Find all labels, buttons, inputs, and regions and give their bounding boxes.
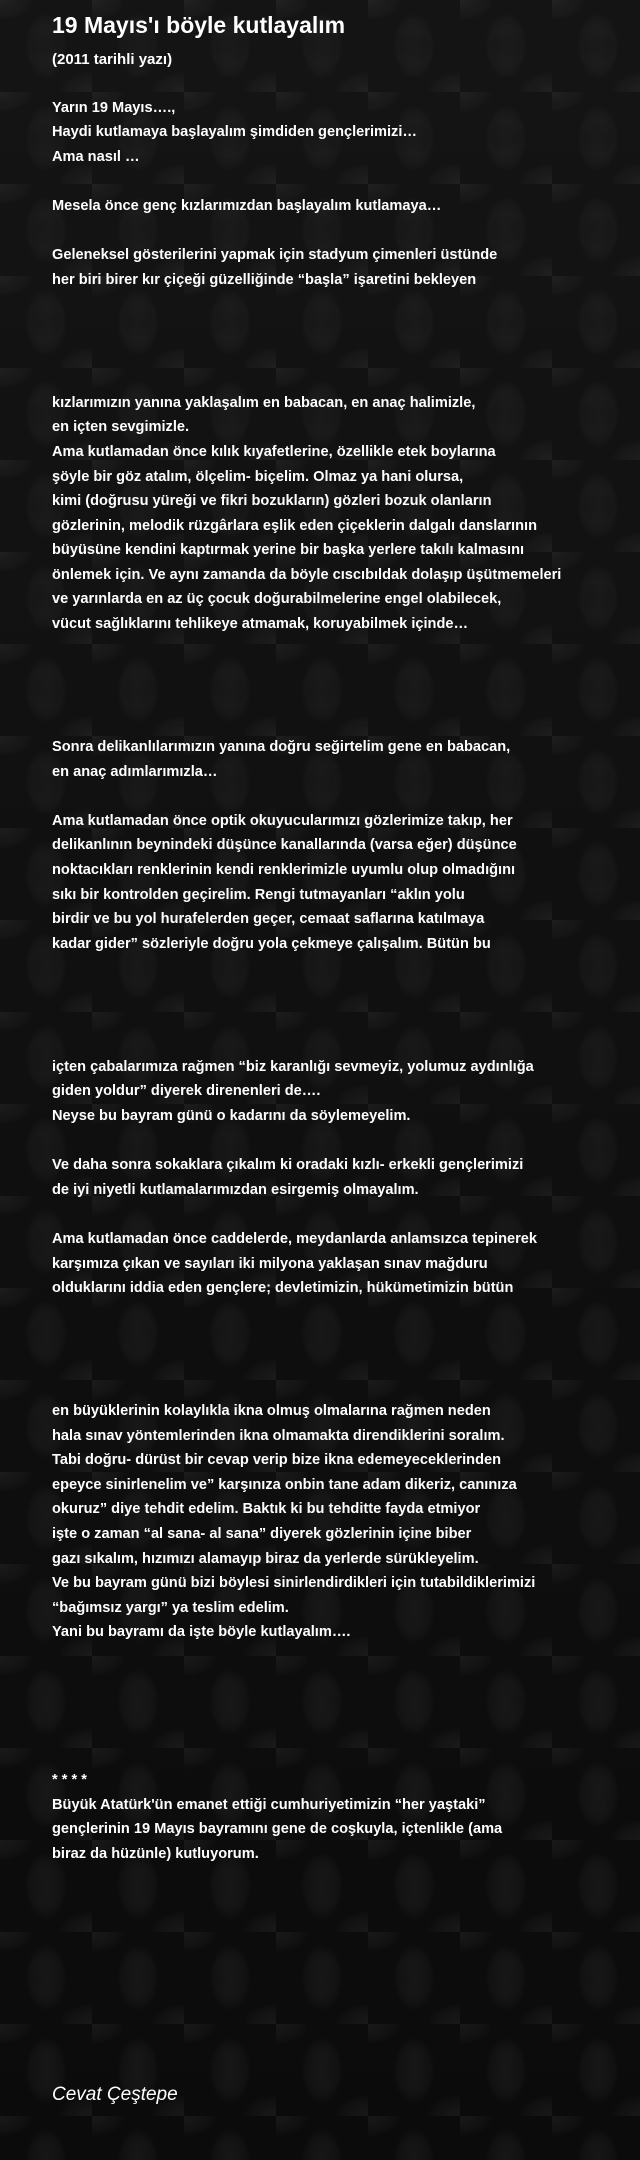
poem-stanza-break — [52, 1350, 622, 1375]
poem-stanza-break — [52, 292, 622, 317]
poem-line: işte o zaman “al sana- al sana” diyerek gözlerinin içine biber — [52, 1526, 472, 1543]
poem-line: ve yarınlarda en az üç çocuk doğurabilmelerine engel olabilecek, — [52, 591, 502, 608]
poem-stanza-break — [52, 342, 622, 367]
poem-line: en büyüklerinin kolaylıkla ikna olmuş olmalarına rağmen neden — [52, 1403, 491, 1420]
poem-line: Ama nasıl … — [52, 148, 140, 165]
poem-line: Tabi doğru- dürüst bir cevap verip bize ikna edemeyeceklerinden — [52, 1452, 502, 1469]
poem-line: olduklarını iddia eden gençlere; devletimizin, hükümetimizin bütün — [52, 1280, 514, 1297]
poem-body — [52, 96, 622, 1867]
poem-line: Yani bu bayramı da işte böyle kutlayalım…. — [52, 1624, 351, 1641]
poem-stanza-break — [52, 169, 622, 194]
poem-line: Büyük Atatürk'ün emanet ettiği cumhuriyetimizin “her yaştaki” — [52, 1796, 486, 1813]
poem-line: sıkı bir kontrolden geçirelim. Rengi tutmayanları “aklın yolu — [52, 886, 465, 903]
poem-line: noktacıkları renklerinin kendi renklerimizle uyumlu olup olmadığını — [52, 862, 516, 878]
poem-subtitle: (2011 tarihli yazı) — [52, 51, 173, 68]
poem-line: Ve bu bayram günü bizi böylesi sinirlendirdikleri için tutabildiklerimizi — [52, 1575, 536, 1592]
poem-line: karşımıza çıkan ve sayıları iki milyona yaklaşan sınav mağduru — [52, 1255, 488, 1272]
poem-stanza-break — [52, 686, 622, 711]
poem-line: en anaç adımlarımızla… — [52, 763, 218, 780]
poem-line: “bağımsız yargı” ya teslim edelim. — [52, 1599, 289, 1616]
poem-line: Mesela önce genç kızlarımızdan başlayalım kutlamaya… — [52, 197, 442, 214]
poem-stanza-break — [52, 1694, 622, 1719]
poem-line: kadar gider” sözleriyle doğru yola çekmeye çalışalım. Bütün bu — [52, 935, 491, 952]
poem-container — [52, 10, 622, 1866]
poem-stanza-break — [52, 1202, 622, 1227]
poem-line: Ama kutlamadan önce kılık kıyafetlerine, özellikle etek boylarına — [52, 443, 496, 460]
poem-stanza-break — [52, 981, 622, 1006]
poem-line: gözlerinin, melodik rüzgârlara eşlik eden çiçeklerin dalgalı danslarının — [52, 517, 537, 534]
poem-line: biraz da hüzünle) kutluyorum. — [52, 1845, 259, 1862]
poem-stanza-break — [52, 1129, 622, 1154]
poem-stanza-break — [52, 661, 622, 686]
poem-line: delikanlının beynindeki düşünce kanallarında (varsa eğer) düşünce — [52, 837, 517, 854]
poem-stanza-break — [52, 219, 622, 244]
poem-stanza-break — [52, 637, 622, 662]
poem-line: Ve daha sonra sokaklara çıkalım ki oradaki kızlı- erkekli gençlerimizi — [52, 1157, 524, 1174]
poem-stanza-break — [52, 1670, 622, 1695]
poem-line: Haydi kutlamaya başlayalım şimdiden gençlerimizi… — [52, 124, 417, 141]
poem-line: hala sınav yöntemlerinden ikna olmamakta direndiklerini soralım. — [52, 1427, 505, 1444]
poem-title: 19 Mayıs'ı böyle kutlayalım — [52, 12, 346, 38]
poem-stanza-break — [52, 1030, 622, 1055]
poem-stanza-break — [52, 956, 622, 981]
spacer — [52, 71, 622, 96]
poem-stanza-break — [52, 317, 622, 342]
poem-line: epeyce sinirlenelim ve” karşınıza onbin tane adam dikeriz, canınıza — [52, 1476, 517, 1493]
poem-line: kızlarımızın yanına yaklaşalım en babacan, en anaç halimizle, — [52, 394, 476, 411]
poem-stanza-break — [52, 784, 622, 809]
poem-line: vücut sağlıklarını tehlikeye atmamak, koruyabilmek içinde… — [52, 616, 469, 633]
poem-line: Geleneksel gösterilerini yapmak için stadyum çimenleri üstünde — [52, 247, 498, 264]
poem-author[interactable]: Cevat Çeştepe — [52, 2084, 178, 2105]
poem-stanza-break — [52, 366, 622, 391]
poem-line: Sonra delikanlılarımızın yanına doğru seğirtelim gene en babacan, — [52, 739, 511, 756]
poem-line: içten çabalarımıza rağmen “biz karanlığı sevmeyiz, yolumuz aydınlığa — [52, 1058, 534, 1075]
poem-line: büyüsüne kendini kaptırmak yerine bir başka yerlere takılı kalmasını — [52, 542, 525, 559]
poem-line: * * * * — [52, 1771, 87, 1788]
poem-line: Yarın 19 Mayıs…., — [52, 99, 176, 116]
poem-line: de iyi niyetli kutlamalarımızdan esirgemiş olmayalım. — [52, 1181, 419, 1198]
poem-stanza-break — [52, 1719, 622, 1744]
poem-stanza-break — [52, 710, 622, 735]
poem-line: gazı sıkalım, hızımızı alamayıp biraz da yerlerde sürükleyelim. — [52, 1550, 479, 1567]
poem-stanza-break — [52, 1645, 622, 1670]
poem-stanza-break — [52, 1325, 622, 1350]
poem-line: giden yoldur” diyerek direnenleri de…. — [52, 1083, 321, 1100]
poem-line: okuruz” diye tehdit edelim. Baktık ki bu tehditte fayda etmiyor — [52, 1501, 481, 1518]
poem-stanza-break — [52, 1374, 622, 1399]
poem-line: kimi (doğrusu yüreği ve fikri bozukların) gözleri bozuk olanların — [52, 493, 492, 510]
poem-line: şöyle bir göz atalım, ölçelim- biçelim. Olmaz ya hani olursa, — [52, 468, 464, 485]
poem-line: Ama kutlamadan önce optik okuyucularımızı gözlerimize takıp, her — [52, 812, 513, 829]
poem-stanza-break — [52, 1301, 622, 1326]
poem-stanza-break — [52, 1006, 622, 1031]
poem-line: her biri birer kır çiçeği güzelliğinde “başla” işaretini bekleyen — [52, 271, 477, 288]
poem-line: Ama kutlamadan önce caddelerde, meydanlarda anlamsızca tepinerek — [52, 1230, 538, 1247]
poem-line: önlemek için. Ve aynı zamanda da böyle cıscıbıldak dolaşıp üşütmemeleri — [52, 566, 562, 583]
poem-stanza-break — [52, 1743, 622, 1768]
poem-line: gençlerinin 19 Mayıs bayramını gene de coşkuyla, içtenlikle (ama — [52, 1821, 503, 1838]
poem-line: Neyse bu bayram günü o kadarını da söylemeyelim. — [52, 1107, 411, 1124]
poem-line: birdir ve bu yol hurafelerden geçer, cemaat saflarına katılmaya — [52, 911, 485, 928]
poem-line: en içten sevgimizle. — [52, 419, 190, 436]
